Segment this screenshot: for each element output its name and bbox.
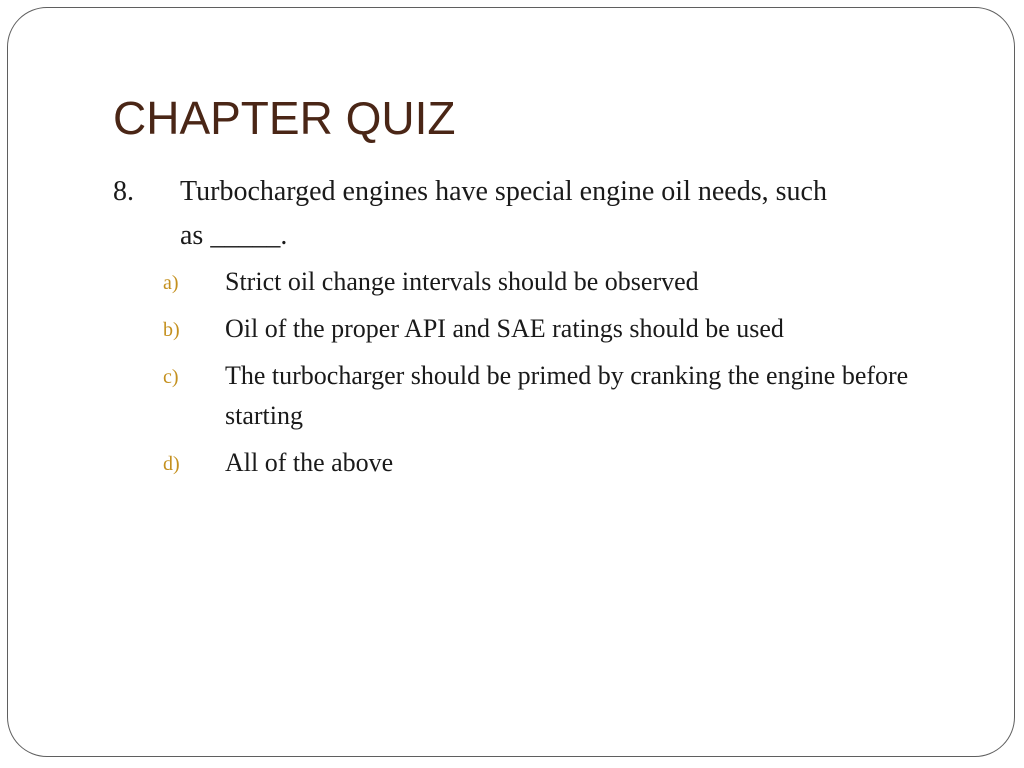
answer-text: All of the above bbox=[225, 448, 394, 477]
answer-option-c[interactable] bbox=[163, 356, 983, 436]
question-text-line2: as _____. bbox=[180, 220, 288, 251]
answer-text: Strict oil change intervals should be observed bbox=[225, 267, 699, 296]
answer-text: The turbocharger should be primed by cranking the engine before starting bbox=[225, 361, 909, 430]
answer-letter: a) bbox=[163, 272, 179, 294]
answer-list bbox=[163, 262, 983, 490]
answer-letter: b) bbox=[163, 319, 180, 341]
question-text-line1: Turbocharged engines have special engine oil needs, such bbox=[180, 176, 827, 207]
question-number: 8. bbox=[113, 176, 134, 207]
answer-letter: c) bbox=[163, 366, 179, 388]
answer-option-a[interactable] bbox=[163, 262, 983, 302]
question-text bbox=[180, 170, 960, 258]
answer-text: Oil of the proper API and SAE ratings should be used bbox=[225, 314, 784, 343]
slide-title: CHAPTER QUIZ bbox=[113, 92, 456, 144]
answer-option-b[interactable] bbox=[163, 309, 983, 349]
answer-option-d[interactable] bbox=[163, 443, 983, 483]
answer-letter: d) bbox=[163, 453, 180, 475]
